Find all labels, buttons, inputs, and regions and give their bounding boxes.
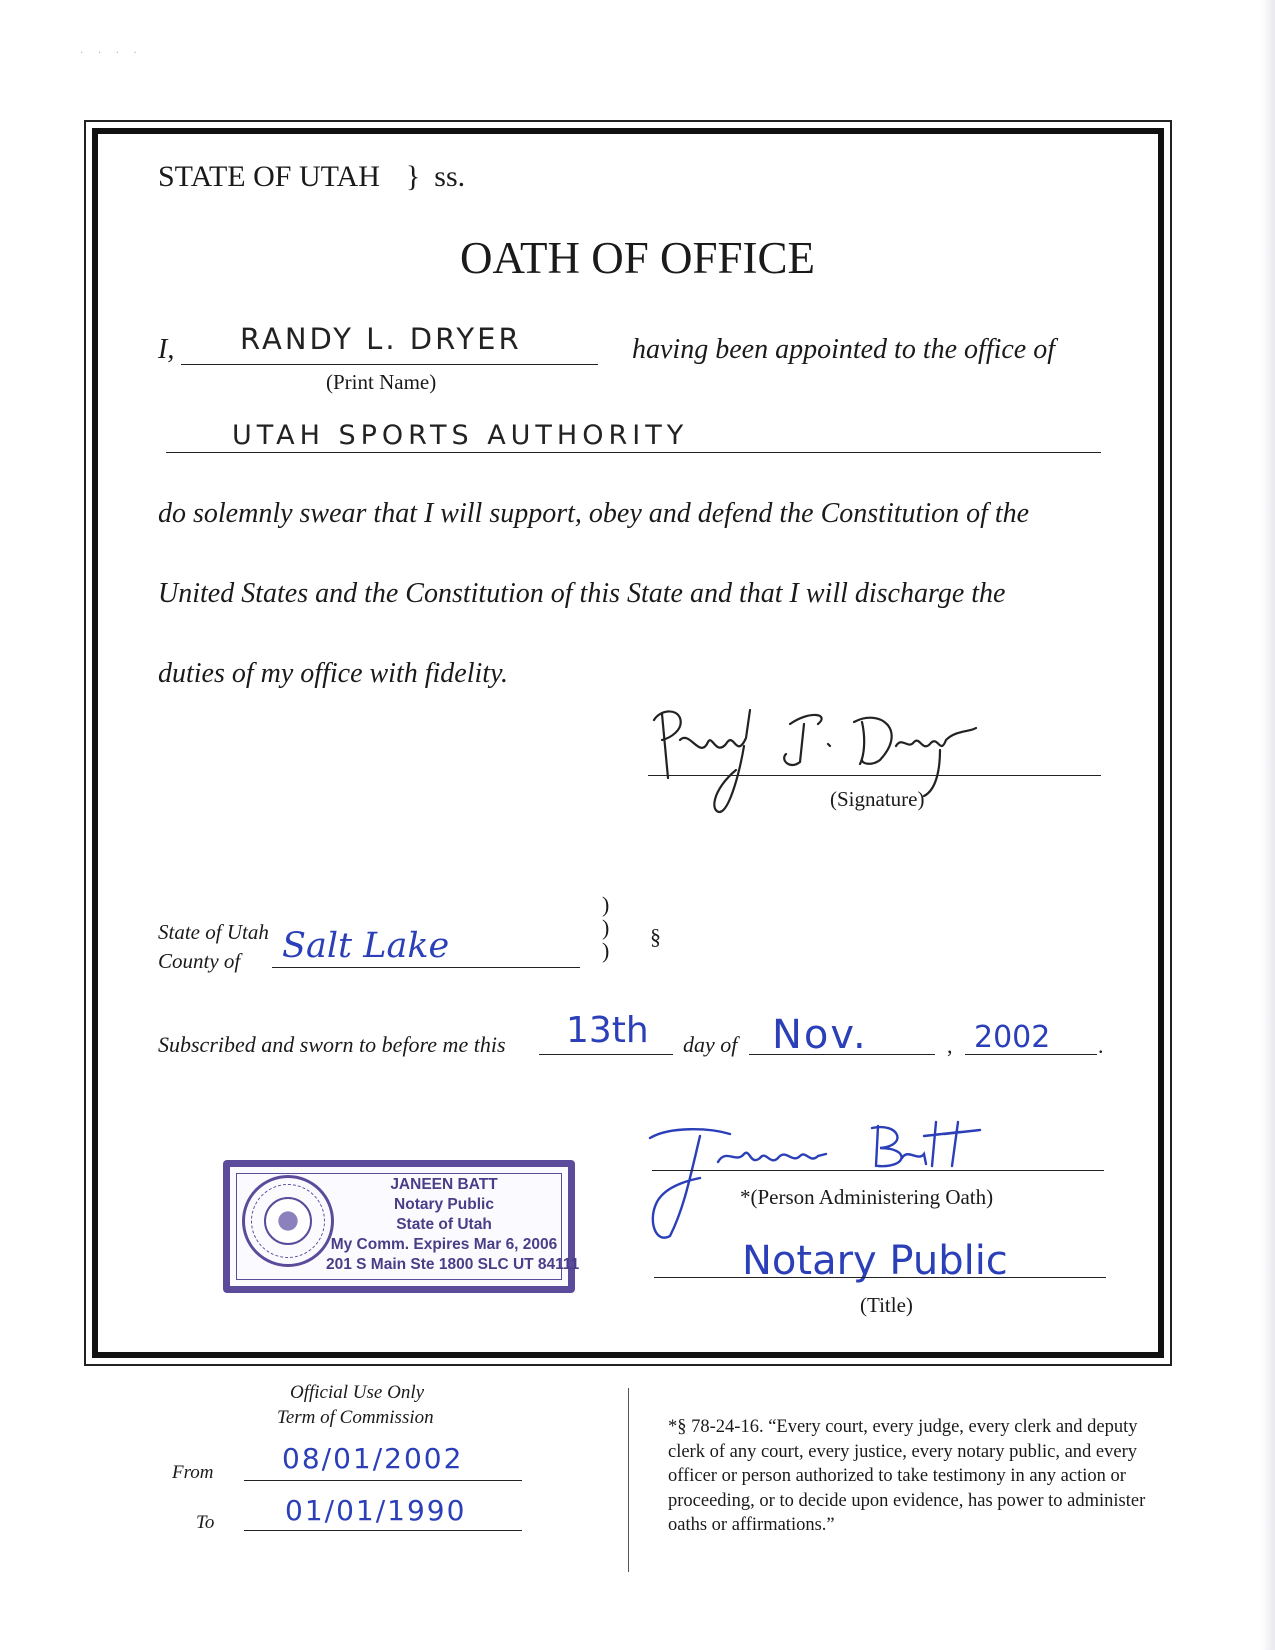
office-line: [166, 452, 1101, 453]
subscribed-month: Nov.: [772, 1012, 868, 1058]
comma: ,: [947, 1033, 953, 1058]
i-label: I,: [158, 334, 175, 365]
print-name-line: [181, 364, 598, 365]
official-use-heading: Official Use Only: [290, 1382, 425, 1403]
stamp-line-expires: My Comm. Expires Mar 6, 2006: [330, 1236, 558, 1253]
office-value: UTAH SPORTS AUTHORITY: [232, 420, 689, 451]
from-value: 08/01/2002: [282, 1442, 464, 1475]
subscribed-year: 2002: [974, 1020, 1051, 1055]
document-title: OATH OF OFFICE: [459, 233, 816, 283]
administering-caption: *(Person Administering Oath): [740, 1185, 994, 1209]
venue-brackets: ) ) ): [602, 892, 610, 963]
brace: }: [405, 160, 421, 193]
stamp-line-title: Notary Public: [394, 1196, 494, 1213]
vertical-divider: [628, 1388, 629, 1572]
period: .: [1098, 1033, 1104, 1058]
ss-label: ss.: [434, 160, 466, 193]
appointed-text: having been appointed to the office of: [632, 334, 1056, 365]
day-of-label: day of: [683, 1032, 738, 1057]
state-name: STATE OF UTAH: [158, 160, 380, 193]
county-line: [272, 967, 580, 968]
administering-line: [652, 1170, 1104, 1171]
oath-text-line-2: United States and the Constitution of this State and that I will discharge the: [158, 578, 1006, 609]
subscribed-day: 13th: [566, 1010, 649, 1051]
title-caption: (Title): [860, 1293, 913, 1317]
month-line: [749, 1054, 935, 1055]
signature-caption: (Signature): [830, 787, 925, 811]
signature-oath-taker: [640, 700, 1010, 820]
stamp-line-address: 201 S Main Ste 1800 SLC UT 84111: [326, 1256, 580, 1273]
to-label: To: [196, 1512, 215, 1533]
stamp-line-state: State of Utah: [396, 1216, 492, 1233]
from-label: From: [172, 1462, 214, 1483]
venue-county-label: County of: [158, 949, 241, 973]
to-value: 01/01/1990: [285, 1494, 467, 1527]
to-line: [244, 1530, 522, 1531]
stamp-line-name: JANEEN BATT: [390, 1176, 498, 1193]
from-line: [244, 1480, 522, 1481]
print-name-value: RANDY L. DRYER: [240, 322, 522, 356]
title-line: [654, 1277, 1106, 1278]
notary-stamp: [223, 1160, 580, 1293]
venue-state-label: State of Utah: [158, 920, 269, 944]
state-header: [158, 160, 465, 194]
statute-footnote: *§ 78-24-16. “Every court, every judge, every clerk and deputy clerk of any court, every justice, every notary public, and every officer or person authorized to take testimony in any action or proceeding, or to decide upon evidence, has power to administer oaths or affirmations.”: [668, 1417, 1146, 1535]
term-heading: Term of Commission: [277, 1407, 434, 1428]
signature-line: [648, 775, 1101, 776]
oath-text-line-3: duties of my office with fidelity.: [158, 658, 508, 689]
subscribed-prefix: Subscribed and sworn to before me this: [158, 1032, 506, 1057]
scan-artifact: · · · ·: [80, 48, 143, 59]
stamp-text: [326, 1175, 580, 1275]
title-value: Notary Public: [742, 1238, 1008, 1284]
venue-county-value: Salt Lake: [282, 926, 450, 966]
state-seal-icon: [242, 1175, 334, 1267]
oath-text-line-1: do solemnly swear that I will support, obey and defend the Constitution of the: [158, 498, 1030, 529]
section-mark: §: [650, 924, 661, 949]
print-name-caption: (Print Name): [326, 370, 437, 394]
year-line: [965, 1054, 1097, 1055]
day-line: [539, 1054, 673, 1055]
